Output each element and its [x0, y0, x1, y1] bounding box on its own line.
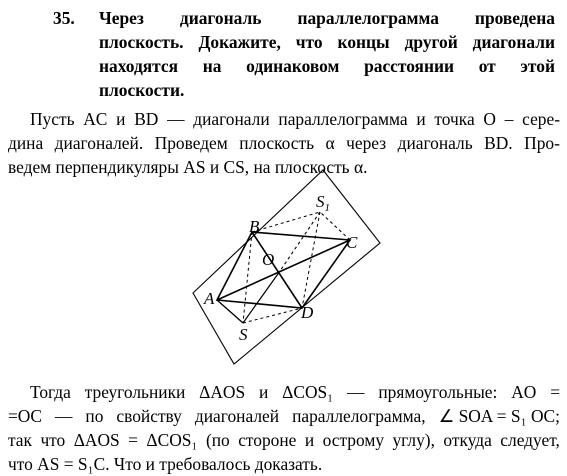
word: –: [504, 109, 514, 129]
word: другой: [404, 32, 458, 52]
word: Докажите,: [198, 32, 281, 52]
word: параллелограмма,: [292, 406, 426, 426]
word: BD: [134, 109, 159, 129]
word: ΔCOS₁: [282, 382, 334, 402]
label-d: D: [301, 303, 314, 322]
word: так: [8, 430, 32, 450]
diagonal-bd: [252, 232, 302, 308]
conclusion-line-3: [8, 428, 560, 452]
label-s1: $S_1$: [316, 192, 330, 214]
word: параллелограмма: [297, 8, 439, 28]
word: углу),: [392, 430, 435, 450]
word: что: [40, 430, 66, 450]
word: диагоналей.: [54, 133, 144, 153]
word: от: [478, 56, 496, 76]
word: диагональ: [397, 133, 473, 153]
word: концы: [337, 32, 390, 52]
word: и: [304, 430, 315, 450]
word: O: [483, 109, 496, 129]
word: проведена: [474, 8, 555, 28]
diagonal-ac: [217, 240, 350, 300]
label-s: S: [239, 325, 248, 344]
word: ΔCOS₁: [146, 430, 198, 450]
conclusion-line-2: [8, 404, 560, 428]
problem-number: 35.: [53, 8, 75, 28]
word: Пусть: [30, 109, 75, 129]
word: плоскость: [239, 133, 315, 153]
word: диагонали: [472, 32, 555, 52]
word: острому: [322, 430, 385, 450]
word: на: [202, 56, 222, 76]
word: =OC: [8, 406, 42, 426]
word: и: [116, 109, 126, 129]
dashed-b-s1: [252, 212, 320, 232]
word: диагонали: [193, 109, 270, 129]
word: Тогда: [30, 382, 71, 402]
word: одинаковом: [246, 56, 340, 76]
word: свойству: [116, 406, 182, 426]
conclusion-line-1: [8, 380, 560, 404]
word: точка: [434, 109, 475, 129]
word: ведем перпендикуляры AS и CS, на плоскость α.: [8, 157, 368, 177]
label-b: B: [249, 217, 260, 236]
word: расстоянии: [364, 56, 455, 76]
conclusion-line-4: [8, 452, 560, 476]
word: что: [295, 32, 323, 52]
word: этой: [520, 56, 555, 76]
word: BD.: [484, 133, 513, 153]
label-o: O: [262, 250, 275, 269]
word: Через: [99, 8, 144, 28]
word: —: [167, 109, 185, 129]
word: что AS = S₁C. Что и требовалось доказать.: [8, 454, 323, 474]
word: по: [85, 406, 104, 426]
word: находятся: [99, 56, 179, 76]
word: треугольники: [84, 382, 186, 402]
word: α: [325, 133, 335, 153]
word: дина: [8, 133, 44, 153]
label-c: C: [346, 233, 358, 252]
label-a: A: [204, 289, 215, 308]
word: =: [550, 382, 560, 402]
word: откуда: [443, 430, 492, 450]
word: диагоналей: [194, 406, 280, 426]
word: AO: [511, 382, 537, 402]
word: ΔAOS: [199, 382, 246, 402]
word: —: [347, 382, 365, 402]
word: AC: [83, 109, 108, 129]
plane-alpha: [193, 170, 380, 364]
word: плоскость.: [99, 32, 184, 52]
word: стороне: [238, 430, 297, 450]
word: диагональ: [179, 8, 262, 28]
word: Про-: [524, 133, 560, 153]
word: прямоугольные:: [378, 382, 498, 402]
word: ∠ SOA = S₁ OC;: [438, 406, 560, 426]
word: через: [346, 133, 387, 153]
word: —: [54, 406, 73, 426]
word: параллелограмма: [278, 109, 408, 129]
word: ΔAOS: [73, 430, 120, 450]
word: плоскости.: [99, 80, 185, 100]
word: и: [259, 382, 269, 402]
word: =: [128, 430, 138, 450]
perpendicular-as: [217, 300, 243, 323]
word: Проведем: [154, 133, 228, 153]
word: и: [416, 109, 426, 129]
word: (по: [205, 430, 230, 450]
word: сере-: [522, 109, 560, 129]
word: следует,: [500, 430, 560, 450]
conclusion-paragraph: [8, 380, 560, 476]
